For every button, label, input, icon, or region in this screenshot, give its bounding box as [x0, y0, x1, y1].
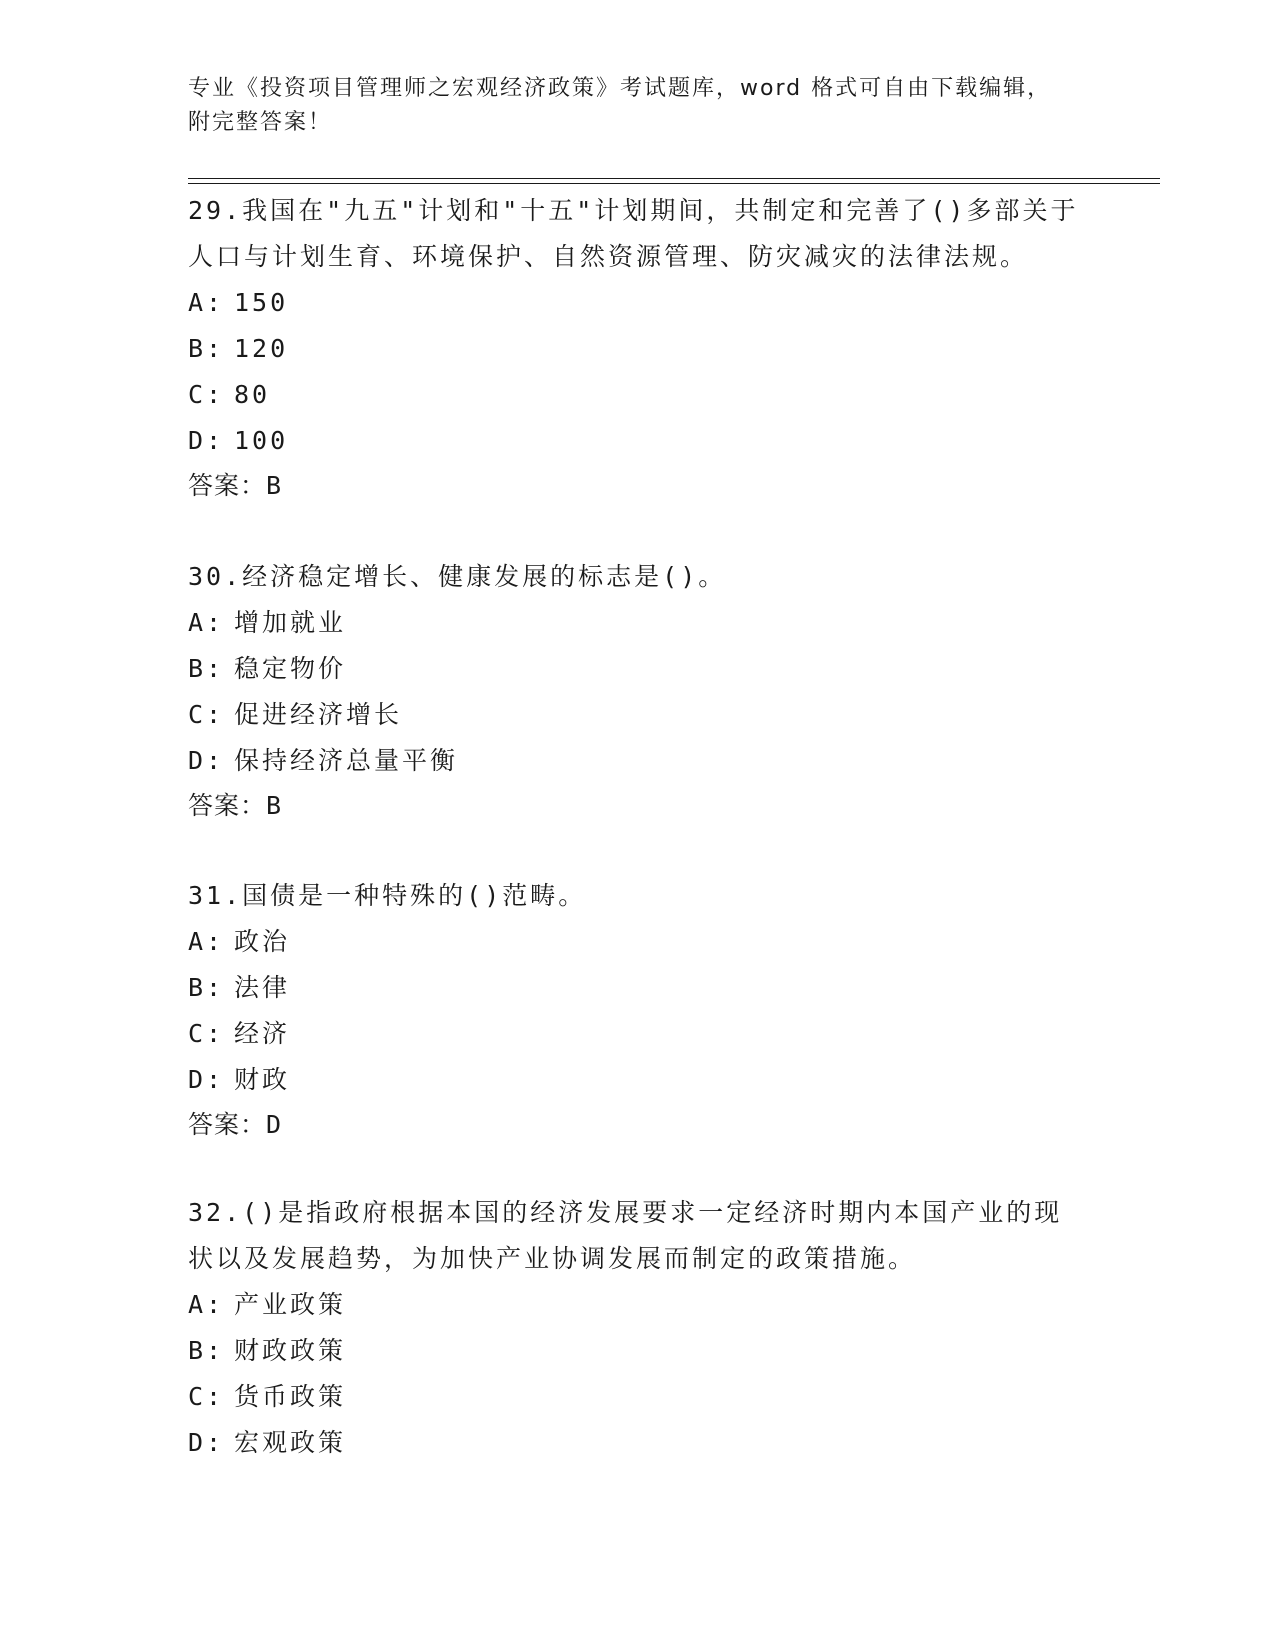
answer-value: D — [266, 1110, 283, 1139]
header-line-1: 专业《投资项目管理师之宏观经济政策》考试题库，word 格式可自由下载编辑， — [188, 76, 1052, 101]
option-text: 财政政策 — [234, 1336, 347, 1365]
option-text: 稳定物价 — [234, 654, 347, 683]
answer-value: B — [266, 471, 283, 500]
answer-line — [188, 1103, 1088, 1147]
option-d — [188, 1420, 1088, 1466]
header-divider-top — [188, 178, 1160, 179]
option-text: 产业政策 — [234, 1290, 347, 1319]
option-label: B: — [188, 1336, 225, 1365]
answer-line — [188, 464, 1088, 508]
option-c — [188, 1011, 1088, 1057]
answer-label: 答案： — [188, 1110, 267, 1139]
answer-label: 答案： — [188, 471, 267, 500]
answer-value: B — [266, 791, 283, 820]
option-label: B: — [188, 973, 225, 1002]
option-c — [188, 692, 1088, 738]
option-label: B: — [188, 654, 225, 683]
option-text: 150 — [234, 288, 289, 317]
option-a — [188, 919, 1088, 965]
option-d — [188, 418, 1088, 464]
option-label: A: — [188, 288, 225, 317]
option-label: C: — [188, 380, 225, 409]
question-stem: 31.国债是一种特殊的()范畴。 — [188, 881, 587, 910]
question-31 — [188, 873, 1088, 1147]
document-header — [188, 72, 1068, 140]
option-d — [188, 1057, 1088, 1103]
question-stem: 29.我国在"九五"计划和"十五"计划期间，共制定和完善了()多部关于人口与计划生育、环境保护、自然资源管理、防灾减灾的法律法规。 — [188, 196, 1079, 271]
option-text: 120 — [234, 334, 289, 363]
option-text: 货币政策 — [234, 1382, 347, 1411]
question-stem: 32.()是指政府根据本国的经济发展要求一定经济时期内本国产业的现状以及发展趋势，为加快产业协调发展而制定的政策措施。 — [188, 1198, 1063, 1273]
option-a — [188, 1282, 1088, 1328]
option-text: 80 — [234, 380, 271, 409]
option-b — [188, 326, 1088, 372]
option-label: C: — [188, 1382, 225, 1411]
option-label: D: — [188, 426, 225, 455]
option-d — [188, 738, 1088, 784]
option-b — [188, 1328, 1088, 1374]
header-line-2: 附完整答案！ — [188, 110, 333, 135]
option-label: A: — [188, 927, 225, 956]
option-text: 宏观政策 — [234, 1428, 347, 1457]
option-label: C: — [188, 1019, 225, 1048]
option-label: A: — [188, 608, 225, 637]
option-b — [188, 965, 1088, 1011]
option-label: A: — [188, 1290, 225, 1319]
header-divider-bottom — [188, 183, 1160, 184]
question-30 — [188, 554, 1088, 828]
option-text: 增加就业 — [234, 608, 347, 637]
option-c — [188, 372, 1088, 418]
option-label: D: — [188, 746, 225, 775]
option-label: D: — [188, 1428, 225, 1457]
option-text: 财政 — [234, 1065, 291, 1094]
question-29 — [188, 188, 1088, 508]
option-a — [188, 280, 1088, 326]
answer-line — [188, 784, 1088, 828]
option-a — [188, 600, 1088, 646]
option-text: 100 — [234, 426, 289, 455]
question-32 — [188, 1190, 1088, 1466]
question-stem: 30.经济稳定增长、健康发展的标志是()。 — [188, 562, 727, 591]
option-label: C: — [188, 700, 225, 729]
option-text: 政治 — [234, 927, 291, 956]
option-text: 法律 — [234, 973, 291, 1002]
option-b — [188, 646, 1088, 692]
answer-label: 答案： — [188, 791, 267, 820]
option-label: B: — [188, 334, 225, 363]
option-c — [188, 1374, 1088, 1420]
option-text: 保持经济总量平衡 — [234, 746, 459, 775]
option-label: D: — [188, 1065, 225, 1094]
option-text: 促进经济增长 — [234, 700, 403, 729]
option-text: 经济 — [234, 1019, 291, 1048]
